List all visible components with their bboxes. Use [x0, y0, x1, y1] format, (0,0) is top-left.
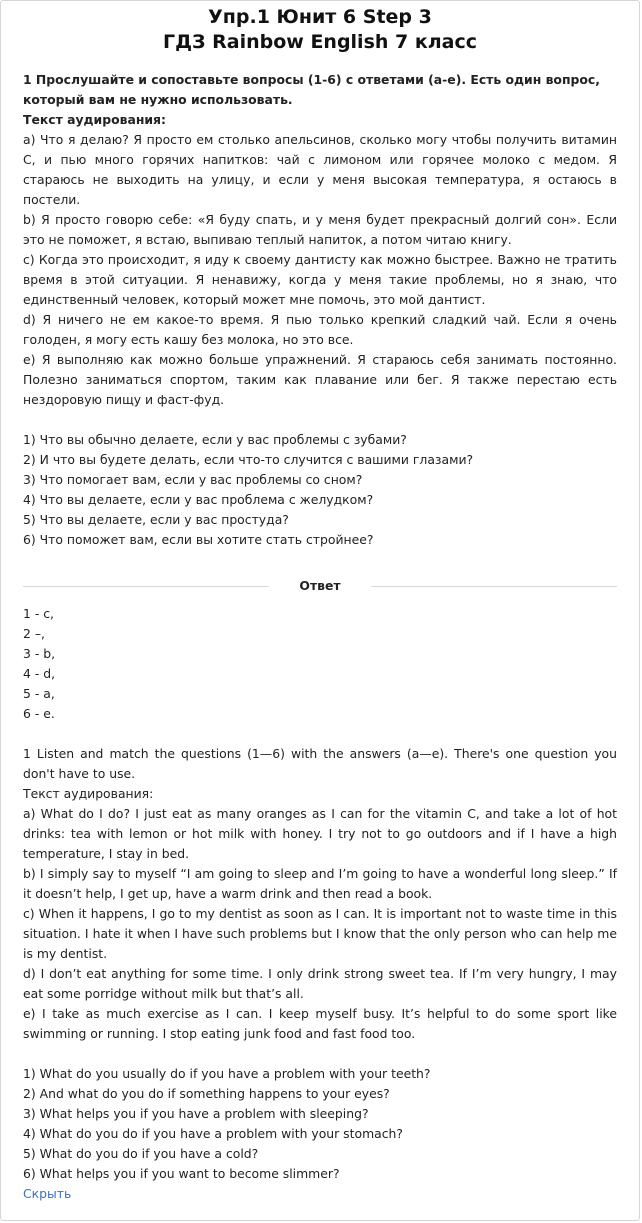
en-paragraph-c: c) When it happens, I go to my dentist as soon as I can. It is important not to waste time in this situation. I hate it when I have such problems but I know that the only person who can help me is my dentist.: [23, 906, 617, 961]
ru-question: 5) Что вы делаете, если у вас простуда?: [23, 512, 289, 527]
en-paragraph-d: d) I don’t eat anything for some time. I only drink strong sweet tea. If I’m very hungry, I may eat some porridge without milk but that’s all.: [23, 966, 617, 1001]
en-question: 2) And what do you do if something happens to your eyes?: [23, 1086, 390, 1101]
ru-listening-label: Текст аудирования:: [23, 112, 166, 127]
ru-paragraph-e: e) Я выполняю как можно больше упражнений. Я стараюсь себя занимать постоянно. Полезно заниматься спортом, таким как плавание или бег. Я также перестаю есть нездоровую пищу и фаст-фуд.: [23, 352, 617, 407]
spacer: [23, 724, 617, 744]
hide-link[interactable]: Скрыть: [23, 1186, 72, 1201]
ru-question: 2) И что вы будете делать, если что-то случится с вашими глазами?: [23, 452, 474, 467]
en-paragraph-b: b) I simply say to myself “I am going to sleep and I’m going to have a wonderful long sleep.” If it doesn’t help, I get up, have a warm drink and then read a book.: [23, 866, 617, 901]
en-question: 3) What helps you if you have a problem with sleeping?: [23, 1106, 369, 1121]
en-question: 4) What do you do if you have a problem with your stomach?: [23, 1126, 403, 1141]
en-question-list: [23, 1064, 617, 1184]
en-question: 6) What helps you if you want to become slimmer?: [23, 1166, 340, 1181]
en-listening-label: Текст аудирования:: [23, 786, 154, 801]
answer-item: 6 - e.: [23, 706, 55, 721]
en-paragraph-a: a) What do I do? I just eat as many oranges as I can for the vitamin C, and take a lot of hot drinks: tea with lemon or hot milk with honey. I try not to go outdoors and if I have a high temperature, I stay in bed.: [23, 806, 617, 861]
spacer: [23, 1044, 617, 1064]
ru-paragraph-b: b) Я просто говорю себе: «Я буду спать, и у меня будет прекрасный долгий сон». Если это не поможет, я встаю, выпиваю теплый напиток, а потом читаю книгу.: [23, 212, 617, 247]
ru-question: 4) Что вы делаете, если у вас проблема с желудком?: [23, 492, 374, 507]
ru-paragraph-d: d) Я ничего не ем какое-то время. Я пью только крепкий сладкий чай. Если я очень голоден, я могу есть кашу без молока, но это все.: [23, 312, 617, 347]
main-content: [1, 70, 639, 1204]
answer-item: 4 - d,: [23, 666, 56, 681]
answer-list: [23, 604, 617, 724]
ru-task-text: 1 Прослушайте и сопоставьте вопросы (1-6) с ответами (a-e). Есть один вопрос, который вам не нужно использовать.: [23, 72, 600, 107]
ru-question: 6) Что поможет вам, если вы хотите стать стройнее?: [23, 532, 374, 547]
answer-divider: [23, 576, 617, 596]
en-paragraph-e: e) I take as much exercise as I can. I keep myself busy. It’s helpful to do some sport like swimming or running. I stop eating junk food and fast food too.: [23, 1006, 617, 1041]
en-question: 5) What do you do if you have a cold?: [23, 1146, 259, 1161]
divider-line-right: [371, 586, 617, 587]
ru-question: 3) Что помогает вам, если у вас проблемы со сном?: [23, 472, 363, 487]
en-question: 1) What do you usually do if you have a problem with your teeth?: [23, 1066, 431, 1081]
page-title: [1, 5, 639, 55]
ru-paragraph-c: c) Когда это происходит, я иду к своему дантисту как можно быстрее. Важно не тратить время в этой ситуации. Я ненавижу, когда у меня такие проблемы, но я знаю, что единственный человек, который может мне помочь, это мой дантист.: [23, 252, 617, 307]
title-line-2: ГДЗ Rainbow English 7 класс: [162, 31, 478, 53]
ru-question-list: [23, 430, 617, 550]
answer-item: 1 - c,: [23, 606, 54, 621]
answer-heading: Ответ: [299, 578, 341, 593]
answer-item: 5 - a,: [23, 686, 55, 701]
answer-item: 2 –,: [23, 626, 45, 641]
en-task-text: 1 Listen and match the questions (1—6) with the answers (a—e). There's one question you don't have to use.: [23, 746, 617, 781]
title-line-1: Упр.1 Юнит 6 Step 3: [208, 6, 432, 28]
divider-line-left: [23, 586, 269, 587]
spacer: [23, 410, 617, 430]
ru-question: 1) Что вы обычно делаете, если у вас проблемы с зубами?: [23, 432, 407, 447]
answer-item: 3 - b,: [23, 646, 56, 661]
ru-paragraph-a: a) Что я делаю? Я просто ем столько апельсинов, сколько могу чтобы получить витамин С, и пью много горячих напитков: чай с лимоном или горячее молоко с медом. Я стараюсь не выходить на улицу, и если у меня высокая температура, я остаюсь в постели.: [23, 132, 617, 207]
